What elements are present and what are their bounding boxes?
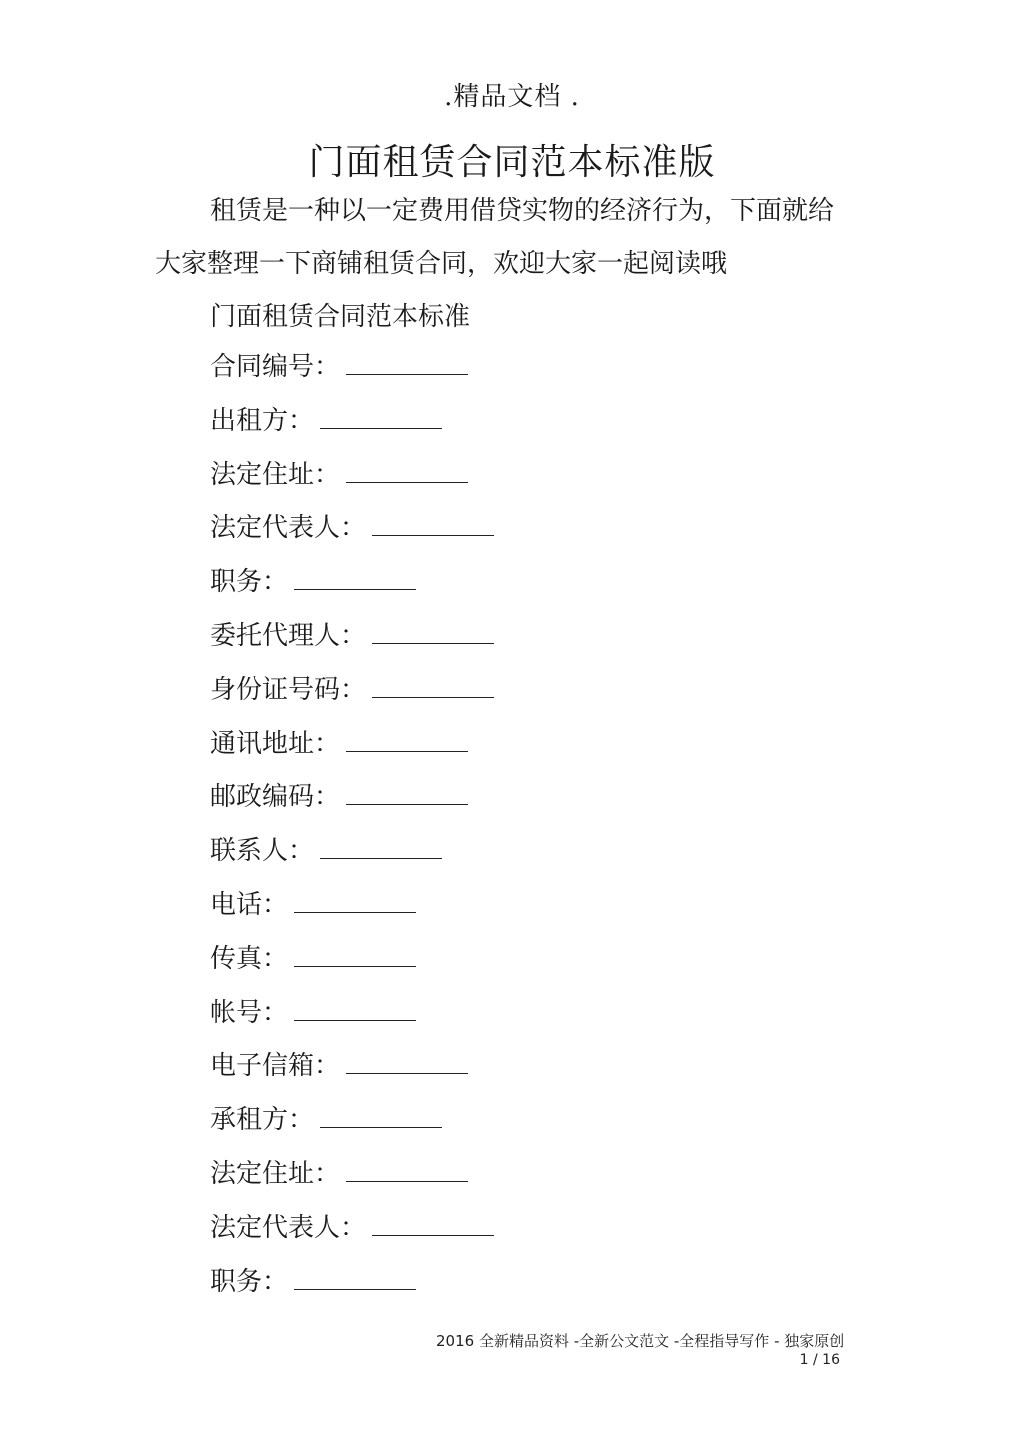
blank-line [346, 1045, 468, 1074]
field-lessee-position [210, 1261, 494, 1315]
field-account [210, 992, 494, 1046]
field-label: 电话： [210, 889, 289, 920]
field-lessee-address [210, 1153, 494, 1207]
field-agent [210, 615, 494, 669]
intro-line-1: 租赁是一种以一定费用借贷实物的经济行为，下面就给 [210, 196, 835, 226]
blank-line [372, 507, 494, 536]
field-label: 法定住址： [210, 459, 341, 490]
field-lessee-representative [210, 1207, 494, 1261]
blank-line [372, 615, 494, 644]
field-id-number [210, 669, 494, 723]
page-number: 1 / 16 [799, 1352, 840, 1368]
field-fax [210, 938, 494, 992]
blank-line [294, 992, 416, 1021]
field-label: 出租方： [210, 405, 315, 436]
contract-subtitle: 门面租赁合同范本标准 [210, 302, 471, 332]
blank-line [372, 669, 494, 698]
field-label: 通讯地址： [210, 728, 341, 759]
field-phone [210, 884, 494, 938]
field-lessor [210, 400, 494, 454]
blank-line [294, 884, 416, 913]
blank-line [372, 1207, 494, 1236]
field-label: 邮政编码： [210, 782, 341, 813]
blank-line [346, 1153, 468, 1182]
field-lessor-position [210, 561, 494, 615]
intro-line-2: 大家整理一下商铺租赁合同，欢迎大家一起阅读哦 [155, 249, 728, 279]
field-label: 合同编号： [210, 352, 341, 382]
field-lessor-representative [210, 507, 494, 561]
page-header-mark: .精品文档 . [444, 82, 580, 112]
document-title: 门面租赁合同范本标准版 [308, 142, 716, 183]
blank-line [294, 561, 416, 590]
field-label: 承租方： [210, 1105, 315, 1136]
contract-fields [210, 346, 494, 1314]
field-lessor-address [210, 454, 494, 508]
blank-line [320, 1099, 442, 1128]
field-label: 身份证号码： [210, 674, 367, 705]
field-label: 联系人： [210, 836, 315, 867]
blank-line [294, 1261, 416, 1290]
blank-line [346, 454, 468, 483]
field-label: 法定住址： [210, 1158, 341, 1189]
field-label: 电子信箱： [210, 1051, 341, 1082]
blank-line [294, 938, 416, 967]
field-label: 帐号： [210, 997, 289, 1028]
field-email [210, 1045, 494, 1099]
blank-line [320, 830, 442, 859]
page-footer-text: 2016 全新精品资料 -全新公文范文 -全程指导写作 - 独家原创 [436, 1332, 845, 1350]
field-mailing-address [210, 723, 494, 777]
field-label: 传真： [210, 943, 289, 974]
field-contact-person [210, 830, 494, 884]
field-lessee [210, 1099, 494, 1153]
field-label: 法定代表人： [210, 513, 367, 544]
field-postal-code [210, 776, 494, 830]
blank-line [346, 346, 468, 375]
field-contract-number [210, 346, 494, 400]
blank-line [346, 776, 468, 805]
field-label: 委托代理人： [210, 620, 367, 651]
blank-line [320, 400, 442, 429]
field-label: 法定代表人： [210, 1212, 367, 1243]
blank-line [346, 723, 468, 752]
field-label: 职务： [210, 567, 289, 598]
field-label: 职务： [210, 1266, 289, 1297]
